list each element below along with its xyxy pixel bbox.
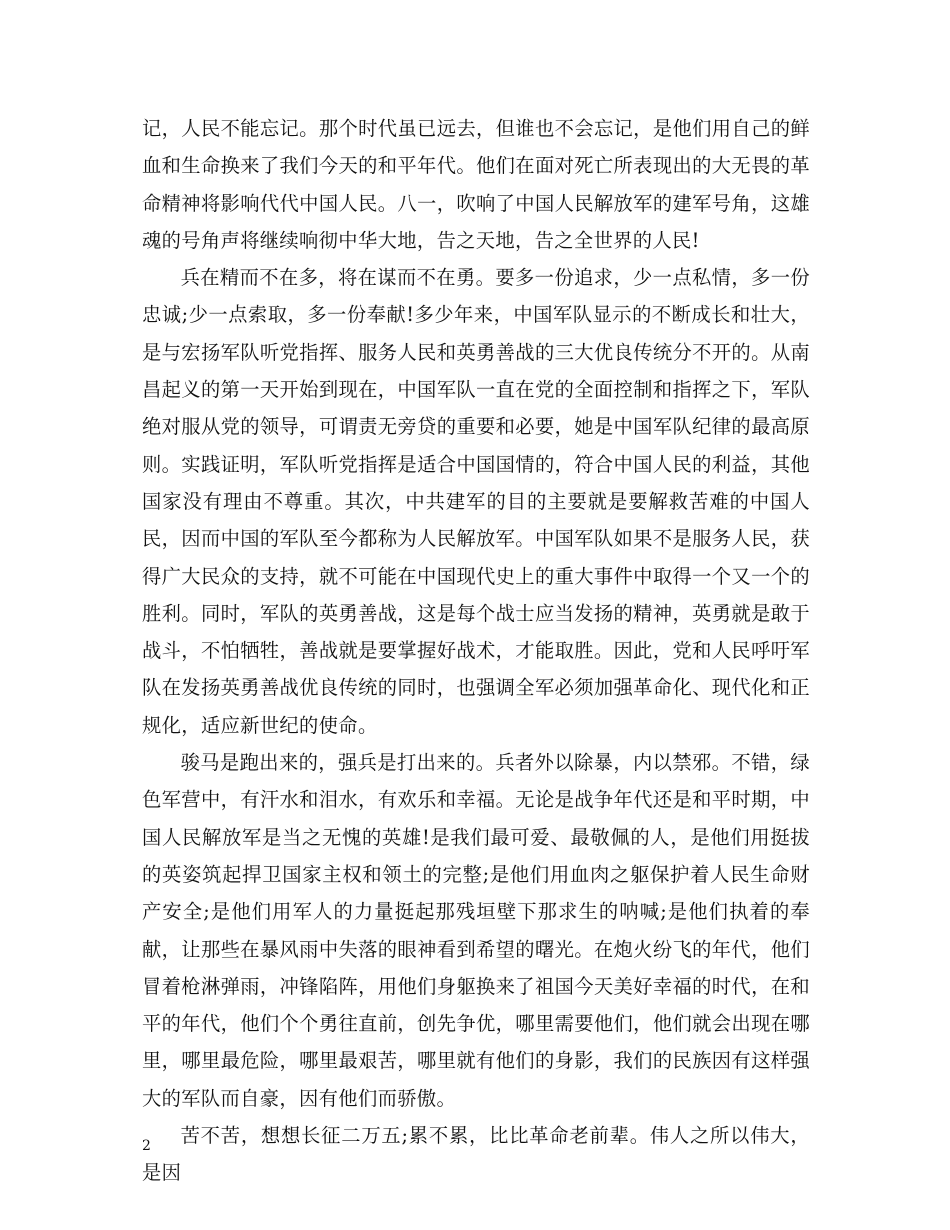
paragraph-long-march: 苦不苦，想想长征二万五;累不累，比比革命老前辈。伟人之所以伟大，是因	[142, 1124, 810, 1185]
page-number: 2	[142, 1138, 151, 1154]
body-text	[142, 110, 810, 1192]
paragraph-soldier-heroes: 骏马是跑出来的，强兵是打出来的。兵者外以除暴，内以禁邪。不错，绿色军营中，有汗水和泪水，有欢乐和幸福。无论是战争年代还是和平时期，中国人民解放军是当之无愧的英雄!是我们最可爱、最敬佩的人，是他们用挺拔的英姿筑起捍卫国家主权和领土的完整;是他们用血肉之躯保护着人民生命财产安全;是他们用军人的力量挺起那残垣壁下那求生的呐喊;是他们执着的奉献，让那些在暴风雨中失落的眼神看到希望的曙光。在炮火纷飞的年代，他们冒着枪淋弹雨，冲锋陷阵，用他们身躯换来了祖国今天美好幸福的时代，在和平的年代，他们个个勇往直前，创先争优，哪里需要他们，他们就会出现在哪里，哪里最危险，哪里最艰苦，哪里就有他们的身影，我们的民族因有这样强大的军队而自豪，因有他们而骄傲。	[142, 751, 810, 1110]
paragraph-military-traditions: 兵在精而不在多，将在谋而不在勇。要多一份追求，少一点私情，多一份忠诚;少一点索取，多一份奉献!多少年来，中国军队显示的不断成长和壮大，是与宏扬军队听党指挥、服务人民和英勇善战的三大优良传统分不开的。从南昌起义的第一天开始到现在，中国军队一直在党的全面控制和指挥之下，军队绝对服从党的领导，可谓责无旁贷的重要和必要，她是中国军队纪律的最高原则。实践证明，军队听党指挥是适合中国国情的，符合中国人民的利益，其他国家没有理由不尊重。其次，中共建军的目的主要就是要解救苦难的中国人民，因而中国的军队至今都称为人民解放军。中国军队如果不是服务人民，获得广大民众的支持，就不可能在中国现代史上的重大事件中取得一个又一个的胜利。同时，军队的英勇善战，这是每个战士应当发扬的精神，英勇就是敢于战斗，不怕牺牲，善战就是要掌握好战术，才能取胜。因此，党和人民呼吁军队在发扬英勇善战优良传统的同时，也强调全军必须加强革命化、现代化和正规化，适应新世纪的使命。	[142, 266, 810, 737]
paragraph-continuation: 记，人民不能忘记。那个时代虽已远去，但谁也不会忘记，是他们用自己的鲜血和生命换来了我们今天的和平年代。他们在面对死亡所表现出的大无畏的革命精神将影响代代中国人民。八一，吹响了中国人民解放军的建军号角，这雄魂的号角声将继续响彻中华大地，告之天地，告之全世界的人民!	[142, 117, 810, 252]
